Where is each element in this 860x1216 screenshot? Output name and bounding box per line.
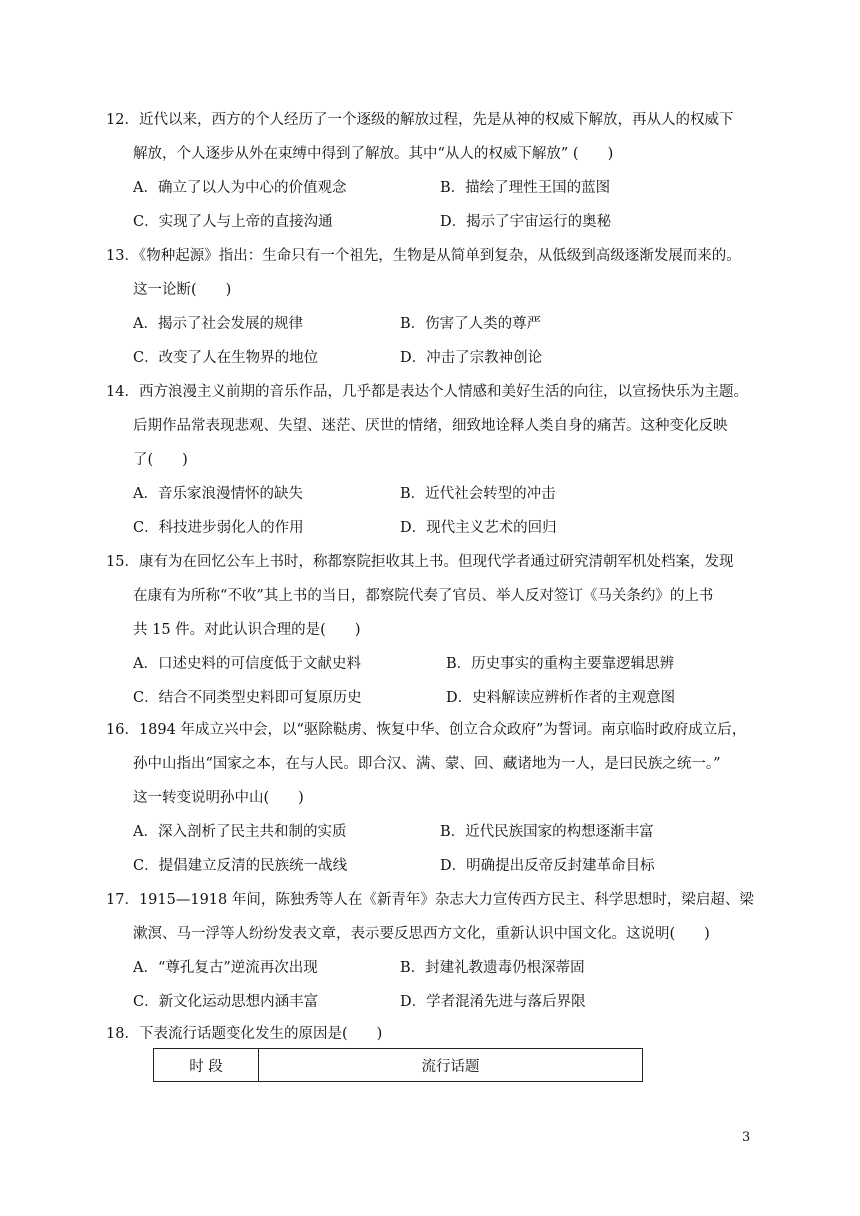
question-12-option-a: A．确立了以人为中心的价值观念 (133, 180, 347, 196)
popular-topics-table (153, 1048, 643, 1082)
question-17-line-2: 漱溟、马一浮等人纷纷发表文章，表示要反思西方文化，重新认识中国文化。这说明( ) (133, 926, 710, 942)
question-13-option-a: A．揭示了社会发展的规律 (133, 316, 303, 332)
question-16-option-b: B．近代民族国家的构想逐渐丰富 (440, 824, 654, 840)
question-17-option-c: C．新文化运动思想内涵丰富 (133, 994, 319, 1010)
question-14-option-d: D．现代主义艺术的回归 (400, 520, 557, 536)
question-15-option-a: A．口述史料的可信度低于文献史料 (133, 656, 361, 672)
question-18: 18．下表流行话题变化发生的原因是( ) (106, 1026, 383, 1042)
question-14-option-a: A．音乐家浪漫情怀的缺失 (133, 486, 303, 502)
question-16-option-c: C．提倡建立反清的民族统一战线 (133, 858, 348, 874)
question-12-option-c: C．实现了人与上帝的直接沟通 (133, 214, 333, 230)
question-14-line-2: 后期作品常表现悲观、失望、迷茫、厌世的情绪，细致地诠释人类自身的痛苦。这种变化反映 (133, 418, 728, 434)
question-16-line-3: 这一转变说明孙中山( ) (133, 790, 304, 806)
question-17-option-d: D．学者混淆先进与落后界限 (400, 994, 586, 1010)
question-15-option-b: B．历史事实的重构主要靠逻辑思辨 (446, 656, 675, 672)
question-15-line-3: 共 15 件。对此认识合理的是( ) (133, 622, 361, 638)
question-12-line-2: 解放，个人逐步从外在束缚中得到了解放。其中“从人的权威下解放” ( ) (133, 146, 614, 162)
question-15: 15．康有为在回忆公车上书时，称都察院拒收其上书。但现代学者通过研究清朝军机处档案，发现 (106, 554, 734, 570)
question-16-option-d: D．明确提出反帝反封建革命目标 (440, 858, 655, 874)
question-14-line-3: 了( ) (133, 452, 188, 468)
question-17-option-a: A．“尊孔复古”逆流再次出现 (133, 960, 318, 976)
question-12-option-d: D．揭示了宇宙运行的奥秘 (440, 214, 612, 230)
question-13-line-2: 这一论断( ) (133, 282, 232, 298)
question-13-option-b: B．伤害了人类的尊严 (400, 316, 542, 332)
question-13: 13．《物种起源》指出：生命只有一个祖先，生物是从简单到复杂，从低级到高级逐渐发展而来的。 (106, 248, 741, 264)
page-number: 3 (742, 1130, 751, 1145)
question-17-option-b: B．封建礼教遗毒仍根深蒂固 (400, 960, 585, 976)
question-17: 17．1915—1918 年间，陈独秀等人在《新青年》杂志大力宣传西方民主、科学思想时，梁启超、梁 (106, 892, 754, 908)
question-16-option-a: A．深入剖析了民主共和制的实质 (133, 824, 347, 840)
question-14-option-c: C．科技进步弱化人的作用 (133, 520, 304, 536)
table-header-row (154, 1049, 643, 1082)
question-16-line-2: 孙中山指出“国家之本，在与人民。即合汉、满、蒙、回、藏诸地为一人，是曰民族之统一。” (133, 756, 721, 772)
question-13-option-c: C．改变了人在生物界的地位 (133, 350, 319, 366)
question-15-option-d: D．史料解读应辨析作者的主观意图 (446, 690, 676, 706)
question-15-option-c: C．结合不同类型史料即可复原历史 (133, 690, 362, 706)
question-15-line-2: 在康有为所称“不收”其上书的当日，都察院代奏了官员、举人反对签订《马关条约》的上书 (133, 588, 714, 604)
question-14: 14．西方浪漫主义前期的音乐作品，几乎都是表达个人情感和美好生活的向往，以宣扬快乐为主题。 (106, 384, 748, 400)
question-12: 12．近代以来，西方的个人经历了一个逐级的解放过程，先是从神的权威下解放，再从人的权威下 (106, 112, 734, 128)
question-14-option-b: B．近代社会转型的冲击 (400, 486, 556, 502)
table-header-topics: 流行话题 (259, 1049, 643, 1082)
question-16: 16．1894 年成立兴中会，以“驱除鞑虏、恢复中华、创立合众政府”为誓词。南京临时政府成立后， (106, 722, 747, 738)
table-header-period: 时 段 (154, 1049, 259, 1082)
question-12-option-b: B．描绘了理性王国的蓝图 (440, 180, 611, 196)
question-13-option-d: D．冲击了宗教神创论 (400, 350, 543, 366)
